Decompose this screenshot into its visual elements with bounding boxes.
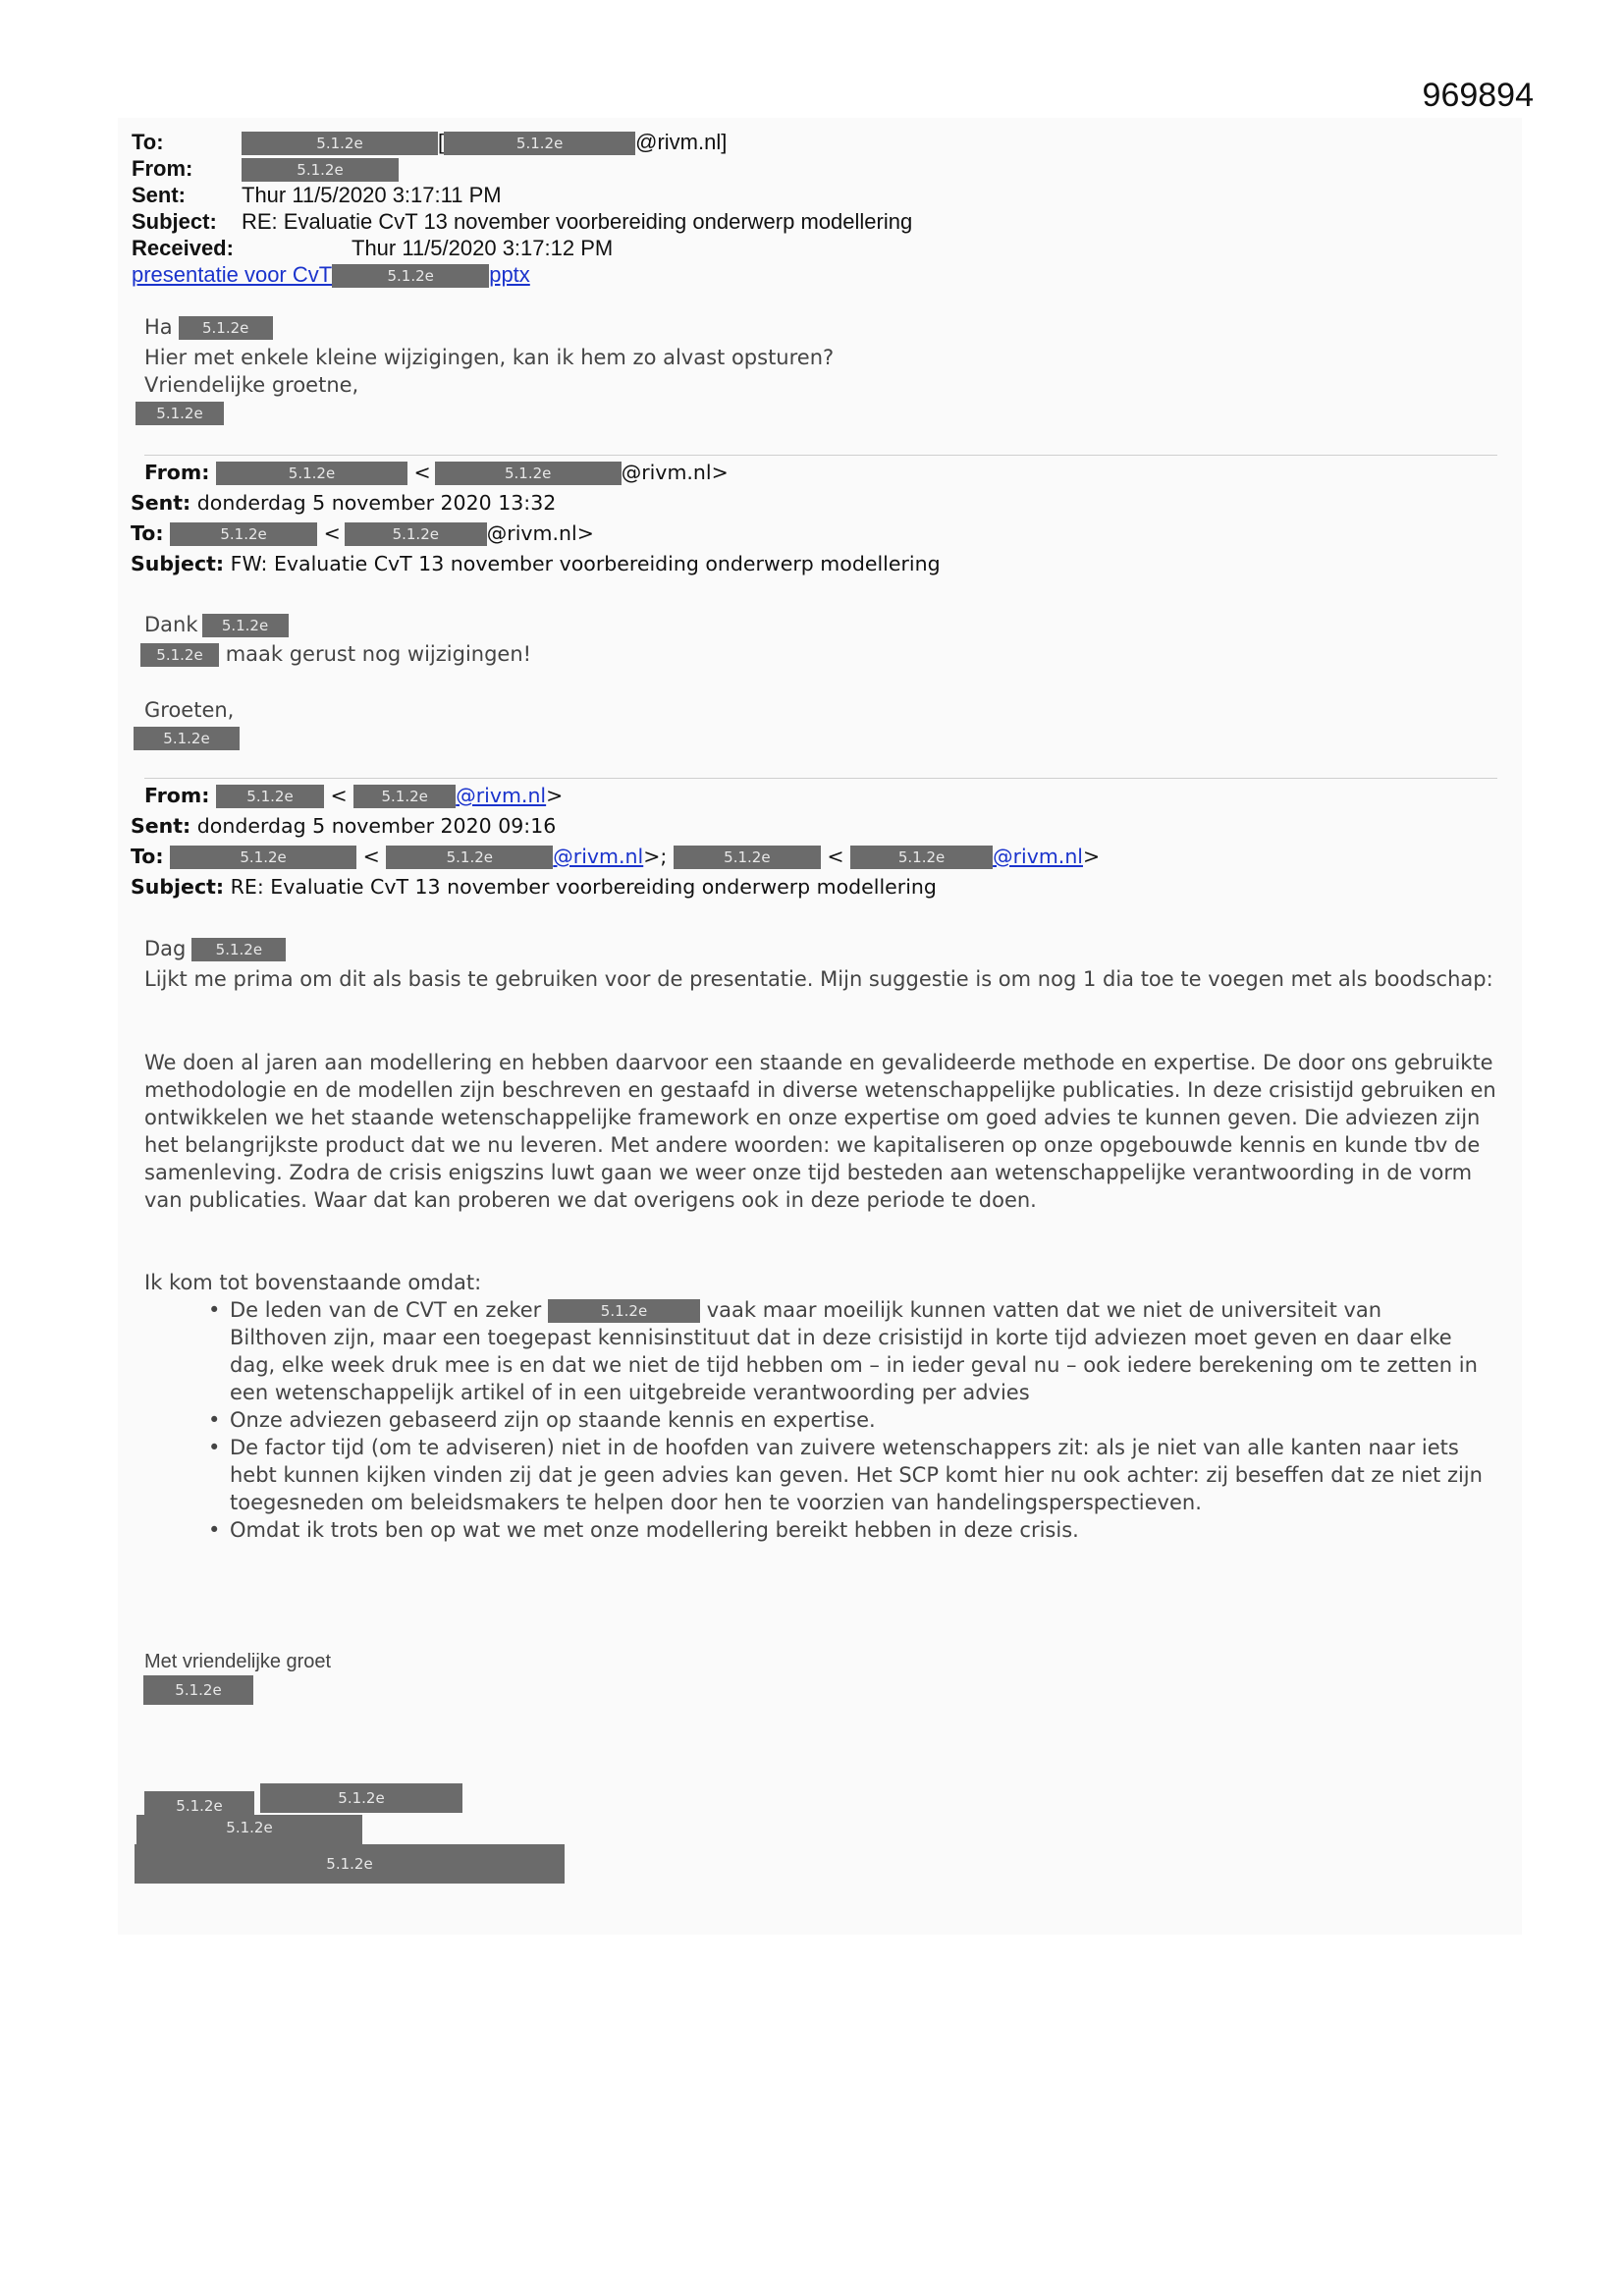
to-label: To: xyxy=(132,130,164,154)
msg1-line2: Vriendelijke groetne, xyxy=(144,373,359,397)
msg3-to-sep: >; xyxy=(643,845,668,868)
msg2-subject-value: FW: Evaluatie CvT 13 november voorbereiding onderwerp modellering xyxy=(230,552,941,575)
msg3-subject-row xyxy=(131,872,937,902)
msg2-to-label: To: xyxy=(131,521,164,545)
msg3-from-row: From: 5.1.2e < 5.1.2e @rivm.nl> xyxy=(144,784,564,807)
msg2-subject-label: Subject: xyxy=(131,552,225,575)
msg2-line1-row xyxy=(140,640,531,668)
redaction: 5.1.2e xyxy=(386,846,553,869)
header-subject-row xyxy=(132,209,912,235)
msg2-subject-row xyxy=(131,549,941,578)
redaction: 5.1.2e xyxy=(134,727,240,750)
msg2-greeting: Dank xyxy=(144,613,198,636)
sent-value: Thur 11/5/2020 3:17:11 PM xyxy=(242,183,502,207)
redaction: 5.1.2e xyxy=(179,316,273,340)
redaction: 5.1.2e xyxy=(144,1791,254,1821)
msg3-lead: Ik kom tot bovenstaande omdat: xyxy=(144,1271,482,1294)
list-item: • Omdat ik trots ben op wat we met onze modellering bereikt hebben in deze crisis. xyxy=(208,1516,1485,1544)
redaction: 5.1.2e xyxy=(143,1675,253,1705)
msg2-from-label: From: xyxy=(144,461,210,484)
redaction: 5.1.2e xyxy=(216,785,324,808)
msg2-closing: Groeten, xyxy=(144,698,235,722)
attachment-row xyxy=(132,262,530,288)
header-sent-row xyxy=(132,183,502,208)
msg2-sent-value: donderdag 5 november 2020 13:32 xyxy=(196,491,557,515)
msg3-to-link-2[interactable]: @rivm.nl xyxy=(993,845,1084,868)
header-from-row xyxy=(132,156,399,182)
to-bracket: [ xyxy=(438,130,445,154)
from-label: From: xyxy=(132,156,193,181)
redaction: 5.1.2e xyxy=(140,643,219,667)
redaction: 5.1.2e xyxy=(191,938,286,961)
msg3-intro: Lijkt me prima om dit als basis te gebruiken voor de presentatie. Mijn suggestie is om nog 1 dia toe te voegen met als boodschap: xyxy=(144,967,1493,991)
redaction: 5.1.2e xyxy=(202,614,289,637)
msg1-signature xyxy=(135,399,224,426)
msg3-greeting-row xyxy=(144,935,286,962)
message-separator xyxy=(144,778,1497,779)
redaction: 5.1.2e xyxy=(170,522,317,546)
msg3-to-row: To: 5.1.2e < 5.1.2e @rivm.nl>; 5.1.2e < 5.1.2e @rivm.nl> xyxy=(131,845,1101,868)
msg3-signature xyxy=(143,1675,253,1705)
msg3-from-link[interactable]: @rivm.nl xyxy=(456,784,547,807)
msg3-greeting: Dag xyxy=(144,937,187,960)
redaction: 5.1.2e xyxy=(850,846,993,869)
redaction: 5.1.2e xyxy=(170,846,356,869)
document-number: 969894 xyxy=(1422,77,1534,114)
sent-label: Sent: xyxy=(132,183,186,207)
redaction: 5.1.2e xyxy=(242,132,438,155)
redaction: 5.1.2e xyxy=(135,402,224,425)
msg3-sent-value: donderdag 5 november 2020 09:16 xyxy=(196,814,557,838)
msg1-greeting-row xyxy=(144,313,273,341)
msg2-sent-row xyxy=(131,488,556,518)
received-value: Thur 11/5/2020 3:17:12 PM xyxy=(352,236,614,260)
header-received-row xyxy=(132,236,613,261)
redaction: 5.1.2e xyxy=(548,1299,700,1323)
list-item: • Onze adviezen gebaseerd zijn op staande kennis en expertise. xyxy=(208,1406,1485,1434)
redaction: 5.1.2e xyxy=(345,522,487,546)
msg3-subject-label: Subject: xyxy=(131,875,225,899)
received-label: Received: xyxy=(132,236,234,260)
msg3-bullet-list xyxy=(208,1296,1485,1544)
redaction: 5.1.2e xyxy=(136,1815,362,1844)
msg3-sent-row xyxy=(131,811,556,841)
msg3-to-label: To: xyxy=(131,845,164,868)
redaction: 5.1.2e xyxy=(216,462,407,485)
msg2-to-row: To: 5.1.2e < 5.1.2e @rivm.nl> xyxy=(131,521,594,545)
to-domain: @rivm.nl] xyxy=(635,130,728,154)
msg2-sent-label: Sent: xyxy=(131,491,191,515)
msg2-signature xyxy=(134,724,240,751)
msg3-sent-label: Sent: xyxy=(131,814,191,838)
msg2-from-domain: @rivm.nl> xyxy=(621,461,729,484)
list-item: • De leden van de CVT en zeker 5.1.2e vaak maar moeilijk kunnen vatten dat we niet de universiteit van Bilthoven zijn, maar een toegepast kennisinstituut dat in deze crisistijd in korte tijd adviezen moet geven en daar elke dag, elke week druk mee is en dat we niet de tijd hebben om – in ieder geval nu – ook iedere berekening om te zetten in een wetenschappelijk artikel of in een uitgebreide verantwoording per advies xyxy=(208,1296,1485,1406)
redaction: 5.1.2e xyxy=(242,158,399,182)
message-separator xyxy=(144,455,1497,456)
msg3-paragraph: We doen al jaren aan modellering en hebben daarvoor een staande en gevalideerde methode en expertise. De door ons gebruikte methodologie en de modellen zijn beschreven en gestaafd in diverse wetenschappelijke publicaties. In deze crisistijd gebruiken en ontwikkelen we het staande wetenschappelijke framework en onze expertise om goed advies te kunnen geven. Die adviezen zijn het belangrijkste product dat we nu leveren. Met andere woorden: we kapitaliseren op onze opgebouwde kennis en kunde tbv de samenleving. Zodra de crisis enigszins luwt gaan we weer onze tijd besteden aan wetenschappelijke verantwoording in de vorm van publicaties. Waar dat kan proberen we dat overigens ook in deze periode te doen. xyxy=(144,1051,1496,1212)
msg3-to-link-1[interactable]: @rivm.nl xyxy=(553,845,644,868)
header-to-row xyxy=(132,130,727,155)
msg2-to-domain: @rivm.nl> xyxy=(486,521,594,545)
msg2-line1: maak gerust nog wijzigingen! xyxy=(225,642,532,666)
msg1-greeting: Ha xyxy=(144,315,173,339)
subject-label: Subject: xyxy=(132,209,217,234)
redaction: 5.1.2e xyxy=(435,462,622,485)
list-item: • De factor tijd (om te adviseren) niet in de hoofden van zuivere wetenschappers zit: als je niet van alle kanten naar iets hebt kunnen kijken vinden zij dat je geen advies kan geven. Het SCP komt hier nu ook achter: zij beseffen dat ze niet zijn toegesneden om beleidsmakers te helpen door hen te voorzien van handelingsperspectieven. xyxy=(208,1434,1485,1516)
redaction: 5.1.2e xyxy=(332,264,489,288)
msg1-line1: Hier met enkele kleine wijzigingen, kan ik hem zo alvast opsturen? xyxy=(144,346,835,369)
redaction: 5.1.2e xyxy=(353,785,456,808)
msg2-greeting-row xyxy=(144,611,289,638)
subject-value: RE: Evaluatie CvT 13 november voorbereiding onderwerp modellering xyxy=(242,209,913,234)
msg3-subject-value: RE: Evaluatie CvT 13 november voorbereiding onderwerp modellering xyxy=(230,875,937,899)
msg2-from-row: From: 5.1.2e < 5.1.2e @rivm.nl> xyxy=(144,461,729,484)
attachment-link[interactable]: presentatie voor CvT 5.1.2e pptx xyxy=(132,262,530,287)
redaction: 5.1.2e xyxy=(674,846,821,869)
redaction: 5.1.2e xyxy=(135,1844,565,1884)
msg3-from-label: From: xyxy=(144,784,210,807)
msg3-closing: Met vriendelijke groet xyxy=(144,1651,332,1672)
redaction: 5.1.2e xyxy=(444,132,635,155)
redaction: 5.1.2e xyxy=(260,1783,462,1813)
